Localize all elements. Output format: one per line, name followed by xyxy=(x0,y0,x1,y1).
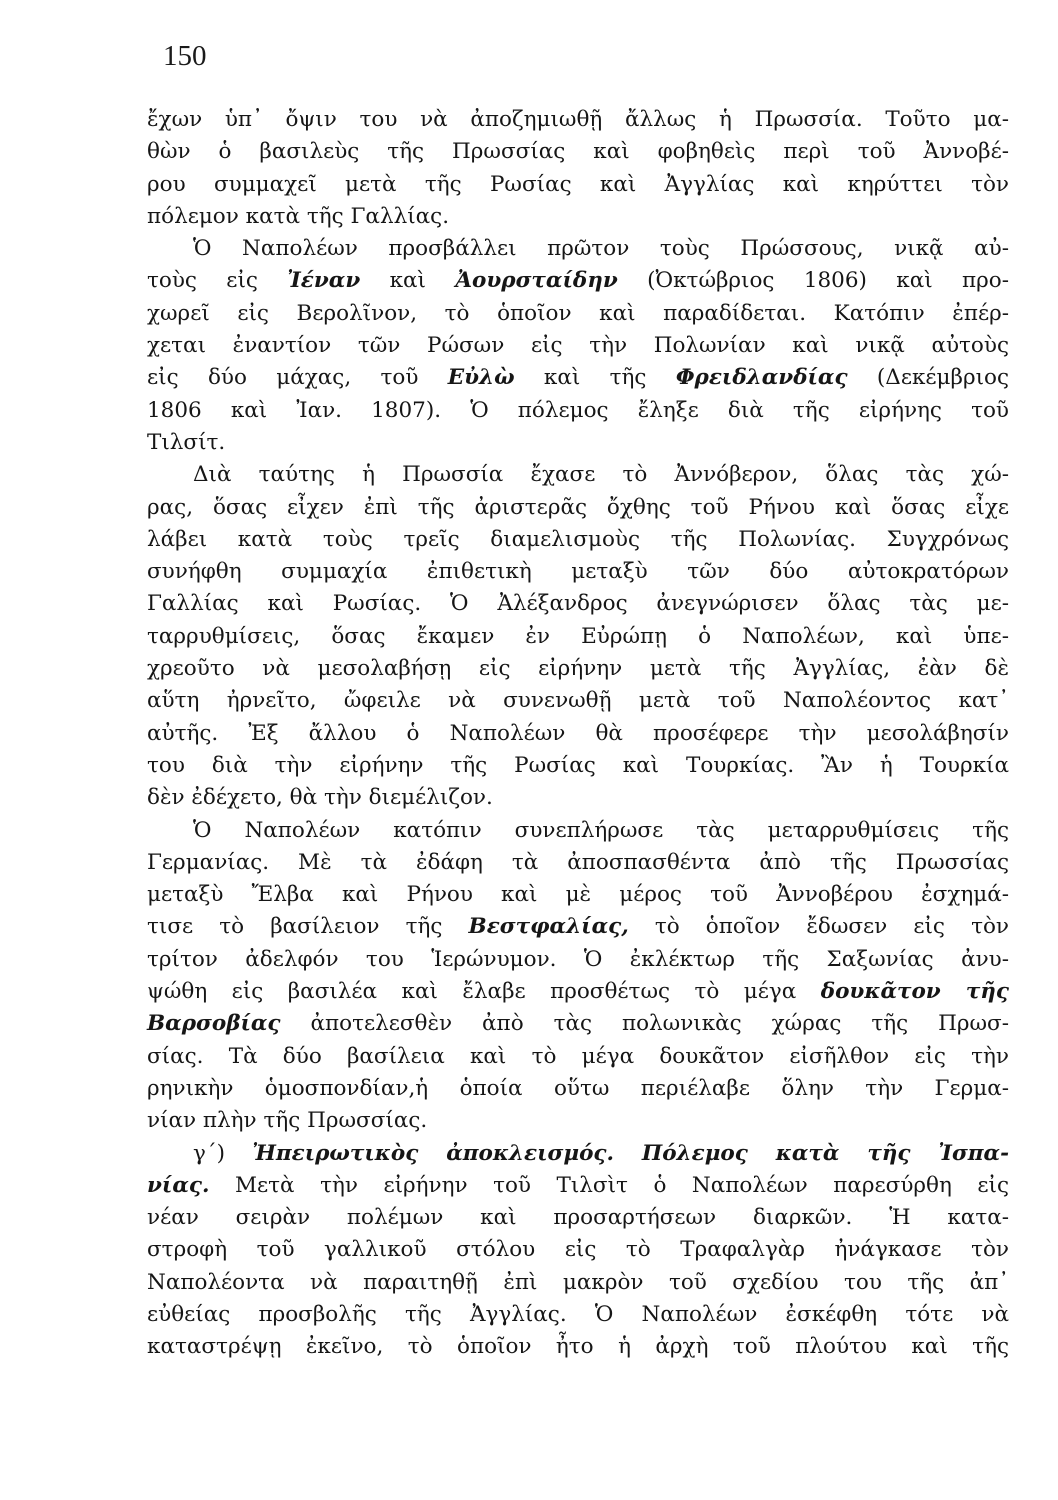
text-line xyxy=(147,265,1009,297)
text-span: καὶ xyxy=(360,268,456,294)
text-span: συνήφθη συμμαχία ἐπιθετικὴ μεταξὺ τῶν δύο αὐτοκρατόρων xyxy=(147,559,1009,585)
text-line xyxy=(147,944,1009,976)
text-line xyxy=(147,1299,1009,1331)
text-span: καὶ τῆς xyxy=(514,365,676,391)
text-span: Ναπολέοντα νὰ παραιτηθῇ ἐπὶ μακρὸν τοῦ σχεδίου του τῆς ἀπ᾽ xyxy=(147,1269,1009,1295)
text-line xyxy=(147,1202,1009,1234)
text-span: ρου συμμαχεῖ μετὰ τῆς Ρωσίας καὶ Ἀγγλίας καὶ κηρύττει τὸν xyxy=(147,171,1009,197)
text-line xyxy=(147,136,1009,168)
text-line xyxy=(147,524,1009,556)
text-span: θὼν ὁ βασιλεὺς τῆς Πρωσσίας καὶ φοβηθεὶς περὶ τοῦ Ἀννοβέ- xyxy=(147,139,1009,165)
text-line xyxy=(147,1105,1009,1137)
text-line xyxy=(147,362,1009,394)
text-line xyxy=(147,1234,1009,1266)
emphasized-term: νίας. xyxy=(147,1172,210,1198)
text-span: ρας, ὅσας εἶχεν ἐπὶ τῆς ἀριστερᾶς ὄχθης τοῦ Ρήνου καὶ ὅσας εἶχε xyxy=(147,494,1009,520)
text-span: σίας. Τὰ δύο βασίλεια καὶ τὸ μέγα δουκᾶτον εἰσῆλθον εἰς τὴν xyxy=(147,1043,1009,1069)
text-line xyxy=(147,104,1009,136)
text-span: Μετὰ τὴν εἰρήνην τοῦ Τιλσὶτ ὁ Ναπολέων παρεσύρθη εἰς xyxy=(209,1172,1009,1198)
emphasized-term: Βεστφαλίας, xyxy=(468,914,629,940)
text-span: Γερμανίας. Μὲ τὰ ἐδάφη τὰ ἀποσπασθέντα ἀπὸ τῆς Πρωσσίας xyxy=(147,849,1009,875)
text-line xyxy=(147,201,1009,233)
text-line xyxy=(147,1008,1009,1040)
text-span: εἰς δύο μάχας, τοῦ xyxy=(147,365,448,391)
text-span: Τιλσίτ. xyxy=(147,429,226,455)
text-span: (Δεκέμβριος xyxy=(847,365,1009,391)
text-line xyxy=(147,330,1009,362)
text-span: ψώθη εἰς βασιλέα καὶ ἔλαβε προσθέτως τὸ μέγα xyxy=(147,979,821,1005)
text-line xyxy=(147,588,1009,620)
text-line xyxy=(147,718,1009,750)
text-span: χρεοῦτο νὰ μεσολαβήσῃ εἰς εἰρήνην μετὰ τῆς Ἀγγλίας, ἐὰν δὲ xyxy=(147,656,1009,682)
text-span: λάβει κατὰ τοὺς τρεῖς διαμελισμοὺς τῆς Πολωνίας. Συγχρόνως xyxy=(147,526,1009,552)
text-span: χεται ἐναντίον τῶν Ρώσων εἰς τὴν Πολωνίαν καὶ νικᾷ αὐτοὺς xyxy=(147,333,1009,359)
text-span: αὕτη ἠρνεῖτο, ὤφειλε νὰ συνενωθῇ μετὰ τοῦ Ναπολέοντος κατ᾽ xyxy=(147,688,1009,714)
text-span: τρίτον ἀδελφόν του Ἱερώνυμον. Ὁ ἐκλέκτωρ τῆς Σαξωνίας ἀνυ- xyxy=(147,946,1009,972)
text-line xyxy=(147,169,1009,201)
text-span: καταστρέψῃ ἐκεῖνο, τὸ ὁποῖον ἦτο ἡ ἀρχὴ τοῦ πλούτου καὶ τῆς xyxy=(147,1334,1009,1360)
text-span: μεταξὺ Ἔλβα καὶ Ρήνου καὶ μὲ μέρος τοῦ Ἀννοβέρου ἐσχημά- xyxy=(147,882,1009,908)
emphasized-term: Φρειδλανδίας xyxy=(675,365,848,391)
text-line xyxy=(147,1138,1009,1170)
text-span: πόλεμον κατὰ τῆς Γαλλίας. xyxy=(147,203,450,229)
text-span: τοὺς εἰς xyxy=(147,268,288,294)
text-span: αὐτῆς. Ἐξ ἄλλου ὁ Ναπολέων θὰ προσέφερε τὴν μεσολάβησίν xyxy=(147,720,1009,746)
text-span: χωρεῖ εἰς Βερολῖνον, τὸ ὁποῖον καὶ παραδίδεται. Κατόπιν ἐπέρ- xyxy=(147,300,1009,326)
text-span: εὐθείας προσβολῆς τῆς Ἀγγλίας. Ὁ Ναπολέων ἐσκέφθη τότε νὰ xyxy=(147,1301,1009,1327)
text-line xyxy=(147,556,1009,588)
text-span: (Ὀκτώβριος 1806) καὶ προ- xyxy=(617,268,1009,294)
text-span: νίαν πλὴν τῆς Πρωσσίας. xyxy=(147,1108,428,1134)
emphasized-term: Βαρσοβίας xyxy=(147,1011,281,1037)
text-line xyxy=(147,847,1009,879)
emphasized-term: Εὐλὼ xyxy=(447,365,515,391)
text-span: ἔχων ὑπ᾽ ὄψιν του νὰ ἀποζημιωθῇ ἄλλως ἡ Πρωσσία. Τοῦτο μα- xyxy=(147,107,1009,132)
text-span: Διὰ ταύτης ἡ Πρωσσία ἔχασε τὸ Ἀννόβερον, ὅλας τὰς χώ- xyxy=(193,462,1009,488)
text-span: του διὰ τὴν εἰρήνην τῆς Ρωσίας καὶ Τουρκίας. Ἂν ἡ Τουρκία xyxy=(147,752,1009,778)
text-line xyxy=(147,1041,1009,1073)
emphasized-term: δουκᾶτον τῆς xyxy=(820,979,1010,1005)
text-span: Ὁ Ναπολέων προσβάλλει πρῶτον τοὺς Πρώσσους, νικᾷ αὐ- xyxy=(193,236,1009,262)
body-text xyxy=(147,104,1009,1364)
text-line xyxy=(147,911,1009,943)
text-span: τισε τὸ βασίλειον τῆς xyxy=(147,914,469,940)
text-line xyxy=(147,298,1009,330)
text-line xyxy=(147,1073,1009,1105)
text-span: 1806 καὶ Ἰαν. 1807). Ὁ πόλεμος ἔληξε διὰ τῆς εἰρήνης τοῦ xyxy=(147,397,1009,423)
text-line xyxy=(147,685,1009,717)
text-line xyxy=(147,653,1009,685)
text-line xyxy=(147,750,1009,782)
text-line xyxy=(147,1170,1009,1202)
text-line xyxy=(147,1331,1009,1363)
emphasized-term: Ἰέναν xyxy=(287,268,361,294)
text-span: Ὁ Ναπολέων κατόπιν συνεπλήρωσε τὰς μεταρρυθμίσεις τῆς xyxy=(193,817,1009,843)
page-number: 150 xyxy=(163,40,207,72)
text-line xyxy=(147,782,1009,814)
text-span: ρηνικὴν ὁμοσπονδίαν,ἡ ὁποία οὕτω περιέλαβε ὅλην τὴν Γερμα- xyxy=(147,1075,1009,1101)
text-line xyxy=(147,492,1009,524)
text-line xyxy=(147,395,1009,427)
text-line xyxy=(147,621,1009,653)
text-line xyxy=(147,1267,1009,1299)
text-line xyxy=(147,815,1009,847)
emphasized-term: Ἀουρσταίδην xyxy=(455,268,618,294)
text-span: δὲν ἐδέχετο, θὰ τὴν διεμέλιζον. xyxy=(147,785,493,811)
text-line xyxy=(147,976,1009,1008)
text-line xyxy=(147,879,1009,911)
text-line xyxy=(147,459,1009,491)
text-span: τὸ ὁποῖον ἔδωσεν εἰς τὸν xyxy=(628,914,1009,940)
text-span: Γαλλίας καὶ Ρωσίας. Ὁ Ἀλέξανδρος ἀνεγνώρισεν ὅλας τὰς με- xyxy=(147,591,1009,617)
text-span: στροφὴ τοῦ γαλλικοῦ στόλου εἰς τὸ Τραφαλγὰρ ἠνάγκασε τὸν xyxy=(147,1237,1009,1263)
text-line xyxy=(147,427,1009,459)
text-line xyxy=(147,233,1009,265)
emphasized-term: Ἠπειρωτικὸς ἀποκλεισμός. Πόλεμος κατὰ τῆς Ἰσπα- xyxy=(252,1140,1010,1166)
text-span: ταρρυθμίσεις, ὅσας ἔκαμεν ἐν Εὐρώπῃ ὁ Ναπολέων, καὶ ὑπε- xyxy=(147,623,1009,649)
text-span: ἀποτελεσθὲν ἀπὸ τὰς πολωνικὰς χώρας τῆς Πρωσ- xyxy=(280,1011,1009,1037)
text-span: νέαν σειρὰν πολέμων καὶ προσαρτήσεων διαρκῶν. Ἡ κατα- xyxy=(147,1205,1009,1231)
text-span: γ΄) xyxy=(193,1140,253,1166)
